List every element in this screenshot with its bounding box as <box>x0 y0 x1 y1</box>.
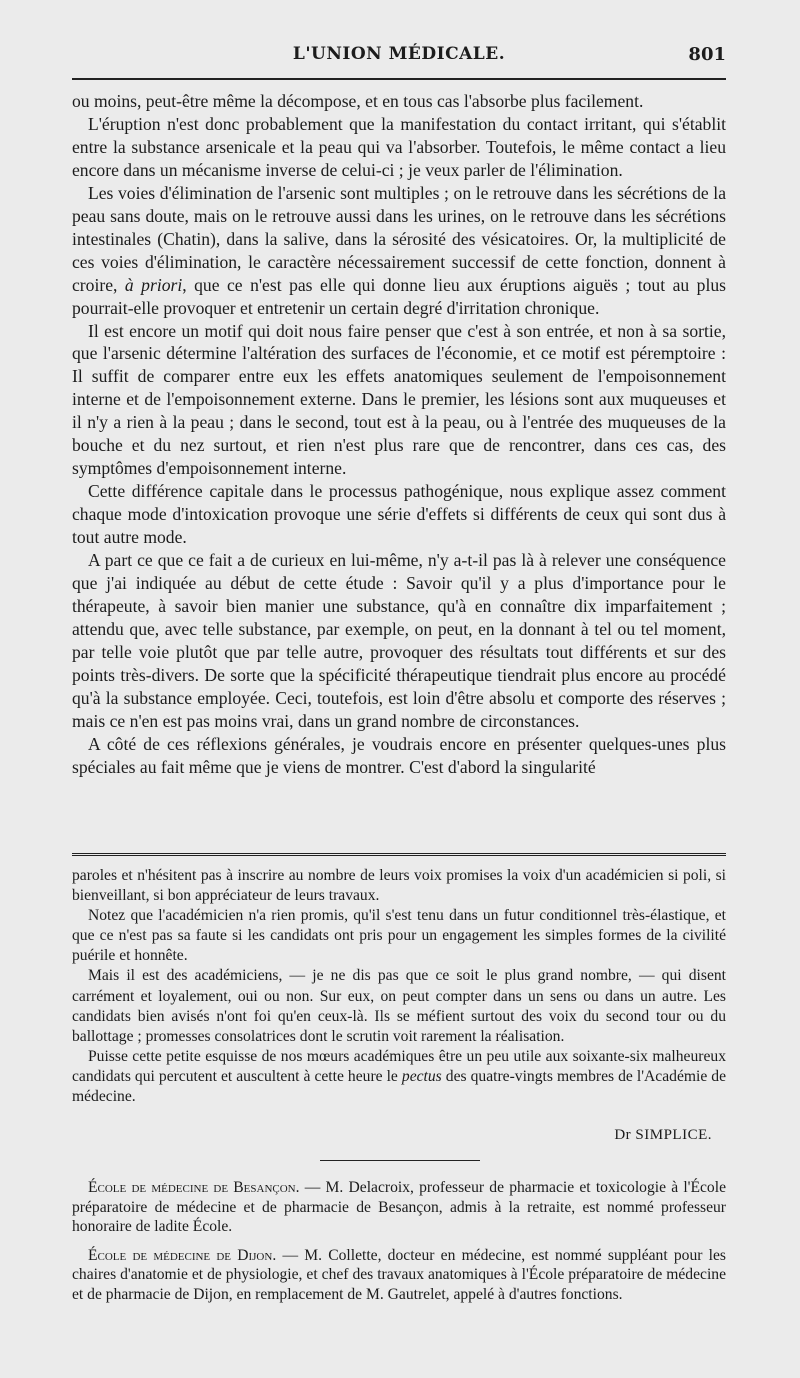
feuilleton-paragraph <box>72 1047 726 1107</box>
page-number: 801 <box>688 44 726 65</box>
paragraph <box>72 182 726 320</box>
paragraph: ou moins, peut-être même la décompose, et en tous cas l'absorbe plus facilement. <box>72 91 644 111</box>
author-signature: Dr SIMPLICE. <box>614 1127 712 1143</box>
news-section <box>72 1178 726 1313</box>
text-run: Puisse cette petite esquisse de nos mœurs académiques être un peu utile aux soixante-six malheureux candidats qui percutent et auscultent à cette heure le <box>72 1047 726 1085</box>
paragraph: A côté de ces réflexions générales, je voudrais encore en présenter quelques-unes plus spéciales au fait même que je viens de montrer. C'est d'abord la singularité <box>72 733 726 777</box>
italic-term: à priori <box>124 274 183 295</box>
feuilleton-paragraph: paroles et n'hésitent pas à inscrire au nombre de leurs voix promises la voix d'un académicien si poli, si bienveillant, si bon appréciateur de leurs travaux. <box>72 867 726 905</box>
paragraph: L'éruption n'est donc probablement que la manifestation du contact irritant, qui s'établit entre la substance arsenicale et la peau qui va l'absorber. Toutefois, le même contact a lieu encore dans un mécanisme inverse de celui-ci ; je veux parler de l'élimination. <box>72 113 726 180</box>
news-item-text: — M. Delacroix, professeur de pharmacie et toxicologie à l'École préparatoire de médecine et de pharmacie de Besançon, admis à la retraite, est nommé professeur honoraire de ladite École. <box>72 1179 726 1235</box>
text-run: Les voies d'élimination de l'arsenic sont multiples ; on le retrouve dans les sécrétions de la peau sans doute, mais on le retrouve aussi dans les urines, on le retrouve dans les sécrétions intestinales (Chatin), dans la salive, dans la sérosité des vésicatoires. Or, la multiplicité de ces voies d'élimination, le caractère nécessairement successif de cette fonction, donnent à croire, <box>72 182 726 295</box>
news-separator <box>320 1160 480 1161</box>
feuilleton-paragraph: Mais il est des académiciens, — je ne dis pas que ce soit le plus grand nombre, — qui disent carrément et loyalement, oui ou non. Sur eux, on peut compter dans un sens ou dans un autre. Les candidats bien avisés n'ont foi qu'en ceux-là. Ils se méfient surtout des voix du second tour ou du ballottage ; promesses consolatrices dont le scrutin voit rarement la réalisation. <box>72 967 726 1045</box>
news-item-text: — M. Collette, docteur en médecine, est nommé suppléant pour les chaires d'anatomie et de physiologie, et chef des travaux anatomiques à l'École préparatoire de médecine et de pharmacie de Dijon, en remplacement de M. Gautrelet, appelé à d'autres fonctions. <box>72 1246 727 1303</box>
paragraph: Cette différence capitale dans le processus pathogénique, nous explique assez comment chaque mode d'intoxication provoque une série d'effets si différents de ceux qui sont dus à tout autre mode. <box>72 481 726 548</box>
news-item <box>72 1178 726 1237</box>
feuilleton <box>72 866 726 1107</box>
news-item <box>72 1246 726 1305</box>
header-rule <box>72 78 726 80</box>
text-run: , que ce n'est pas elle qui donne lieu aux éruptions aiguës ; tout au plus pourrait-elle provoquer et entretenir un certain degré d'irritation chronique. <box>72 274 727 318</box>
text-run: des quatre-vingts membres de l'Académie de médecine. <box>72 1067 726 1106</box>
journal-title: L'UNION MÉDICALE. <box>292 44 506 64</box>
article-body <box>72 90 726 779</box>
news-item-lead: École de médecine de Dijon. <box>88 1246 277 1264</box>
running-head <box>72 44 726 72</box>
news-item-lead: École de médecine de Besançon. <box>88 1179 300 1196</box>
italic-term: pectus <box>401 1067 442 1085</box>
feuilleton-paragraph: Notez que l'académicien n'a rien promis, qu'il s'est tenu dans un futur conditionnel très-élastique, et que ce n'est pas sa faute si les candidats ont pris pour un engagement les simples formes de la civilité puérile et honnête. <box>72 907 726 965</box>
feuilleton-separator <box>72 853 726 856</box>
paragraph: Il est encore un motif qui doit nous faire penser que c'est à son entrée, et non à sa sortie, que l'arsenic détermine l'altération des surfaces de l'économie, et ce motif est péremptoire : Il suffit de comparer entre eux les effets anatomiques seulement de l'empoisonnement interne et de l'empoisonnement externe. Dans le premier, les lésions sont aux muqueuses et il n'y a rien à la peau ; dans le second, tout est à la peau, ou à l'entrée des muqueuses de la bouche et du nez surtout, et rien n'est plus rare que de rencontrer, dans ces cas, des symptômes d'empoisonnement interne. <box>72 320 726 479</box>
paragraph: A part ce que ce fait a de curieux en lui-même, n'y a-t-il pas là à relever une conséquence que j'ai indiquée au début de cette étude : Savoir qu'il y a plus d'importance pour le thérapeute, à savoir bien manier une substance, qu'à en connaître dix imparfaitement ; attendu que, avec telle substance, par exemple, on peut, en la donnant à tel ou tel moment, par telle voie plutôt que par telle autre, provoquer des résultats tout différents et sur des points très-divers. De sorte que la spécificité thérapeutique tiendrait plus encore au procédé qu'à la substance employée. Ceci, toutefois, est loin d'être absolu et comporte des réserves ; mais ce n'en est pas moins vrai, dans un grand nombre de circonstances. <box>72 550 726 731</box>
